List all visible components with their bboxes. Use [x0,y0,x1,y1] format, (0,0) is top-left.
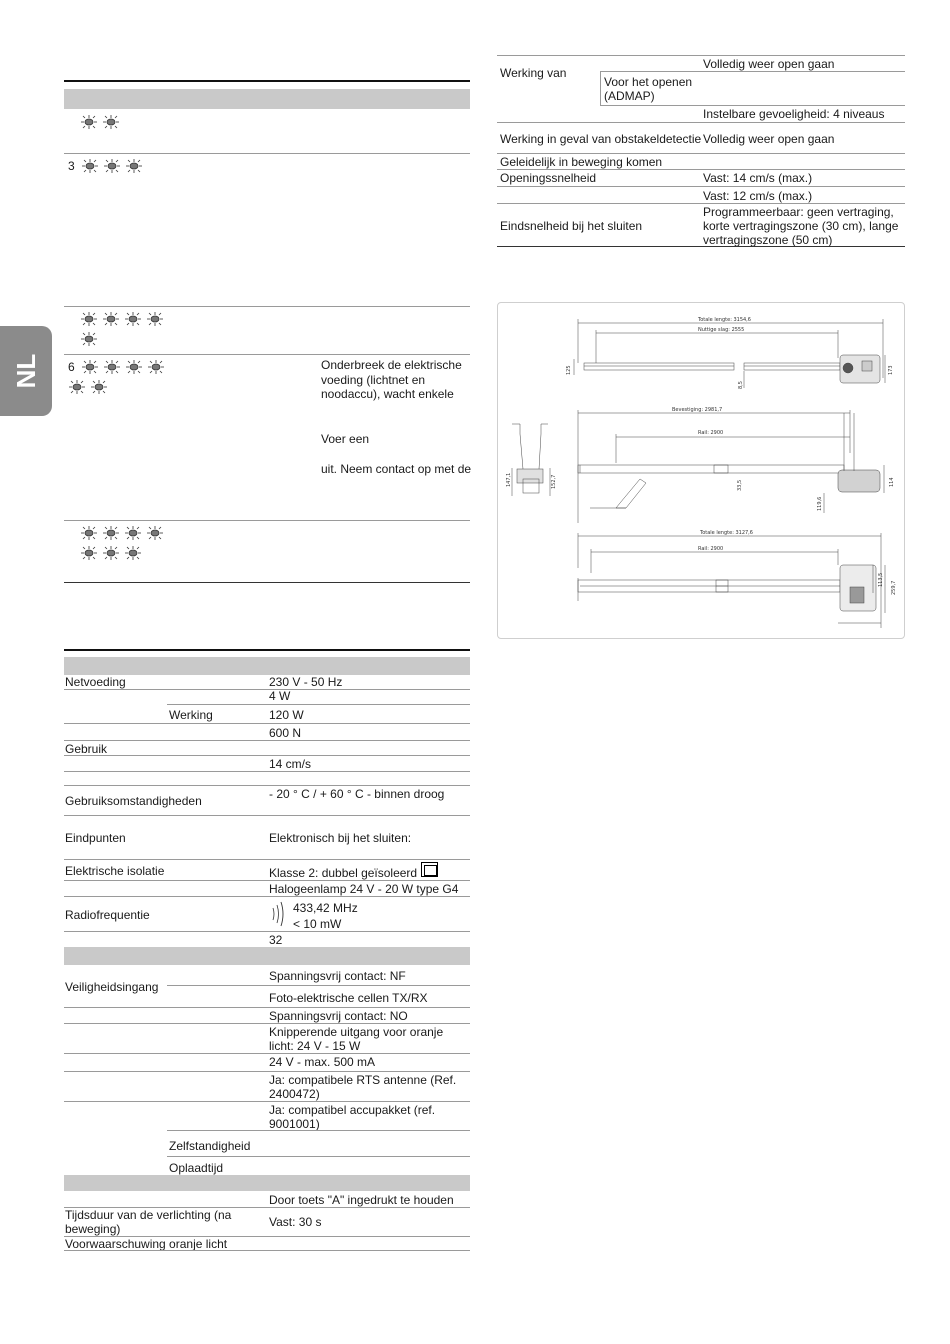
right-c1: Eindsnelheid bij het sluiten [500,219,643,233]
spec-divider [64,1101,470,1102]
spec-divider [64,815,470,816]
spec-divider [64,1250,470,1251]
blinking-led-icon [81,359,99,375]
right-divider [600,105,905,106]
right-c3: Volledig weer open gaan [703,57,835,71]
dim-rail-mid: Rail: 2900 [698,430,724,436]
right-divider [497,203,905,204]
spec-c2: Zelfstandigheid [169,1139,251,1153]
spec-c3: Ja: compatibele RTS antenne (Ref. 2400472) [269,1073,457,1101]
led-row-4-text-4: Voer een [321,432,370,446]
right-c2: Voor het openen (ADMAP) [604,75,693,103]
blinking-led-icon [90,379,108,395]
spec-c1: Veiligheidsingang [65,980,159,994]
led-row-3-blink [80,311,175,347]
spec-c1: Gebruiksomstandigheden [65,794,202,808]
blinking-led-icon [124,525,142,541]
right-c3: Vast: 14 cm/s (max.) [703,171,813,185]
dim-rail-bottom: Rail: 2900 [698,546,724,552]
right-c1: Openingssnelheid [500,171,597,185]
led-table-bottom-rule [64,582,470,583]
spec-c3: - 20 ° C / + 60 ° C - binnen droog [269,787,445,801]
blinking-led-icon [103,158,121,174]
dimension-drawing [498,303,906,640]
spec-c2: Oplaadtijd [169,1161,224,1175]
dim-top-stroke: Nuttige slag: 2555 [698,327,745,333]
spec-c1: Elektrische isolatie [65,864,165,878]
right-c3: Volledig weer open gaan [703,132,835,146]
dim-1527: 152,7 [551,474,557,489]
spec-divider [64,785,470,786]
right-c3: Programmeerbaar: geen vertraging, korte vertragingszone (30 cm), lange vertragingszone (50 cm) [703,205,899,247]
blinking-led-icon [103,359,121,375]
right-divider [497,122,905,123]
led-table-top-rule [64,80,470,82]
spec-c1: Eindpunten [65,831,126,845]
right-divider [497,169,905,170]
spec-c3: 600 N [269,726,302,740]
spec-c3: Door toets "A" ingedrukt te houden [269,1193,454,1207]
dimension-drawing-panel [497,302,905,639]
spec-c1: Tijdsduur van de verlichting (na beweging) [65,1208,232,1236]
right-divider [497,246,905,247]
blinking-led-icon [80,331,98,347]
spec-c3-power: < 10 mW [293,917,342,931]
spec-c1: Voorwaarschuwing oranje licht [65,1237,228,1251]
spec-c1: Gebruik [65,742,108,756]
right-divider [497,153,905,154]
right-c1: Werking in geval van obstakeldetectie [500,132,702,146]
spec-table-header-band [64,657,470,675]
spec-c3: Halogeenlamp 24 V - 20 W type G4 [269,882,459,896]
dim-2597: 259,7 [891,580,897,595]
spec-divider [64,1053,470,1054]
right-c3: Vast: 12 cm/s (max.) [703,189,813,203]
spec-divider [64,931,470,932]
spec-c2: Werking [169,708,213,722]
led-row-4-text-5: uit. Neem contact op met de [321,462,472,476]
spec-divider [64,1071,470,1072]
spec-divider [64,740,470,741]
spec-c3: Knipperende uitgang voor oranje licht: 24 V - 15 W [269,1025,444,1053]
spec-c1: Netvoeding [65,675,126,689]
led-row-divider [64,153,470,154]
spec-divider [64,859,470,860]
blinking-led-icon [68,379,86,395]
dim-bottom-total: Totale lengte: 3127,6 [700,530,753,536]
spec-c3: 32 [269,933,283,947]
right-divider [497,55,905,56]
blinking-led-icon [102,114,120,130]
radio-wave-icon [268,900,288,928]
spec-divider [64,880,470,881]
spec-c3: Foto-elektrische cellen TX/RX [269,991,428,1005]
led-row-4-text-1: Onderbreek de elektrische [321,358,462,372]
spec-c3: 120 W [269,708,304,722]
blinking-led-icon [80,545,98,561]
dim-173: 173 [888,365,894,375]
spec-divider [167,704,470,705]
led-row-5-blink [80,525,175,561]
spec-divider [64,1007,470,1008]
spec-c3: 230 V - 50 Hz [269,675,343,689]
led-row-divider [64,354,470,355]
dim-1135: 113,5 [878,572,884,587]
spec-section-band [64,1175,470,1191]
blinking-led-icon [146,525,164,541]
spec-divider [167,1156,470,1157]
dim-119: 119,6 [817,496,823,511]
dim-114: 114 [889,477,895,487]
spec-divider [64,689,470,690]
blinking-led-icon [80,525,98,541]
right-col-divider [600,71,601,105]
blinking-led-icon [102,525,120,541]
spec-divider [167,985,470,986]
blinking-led-icon [125,158,143,174]
led-row-4-blink [68,359,173,395]
blinking-led-icon [125,359,143,375]
spec-c3: 24 V - max. 500 mA [269,1055,376,1069]
spec-divider [64,755,470,756]
spec-table-top-rule [64,649,470,651]
led-table-header-band [64,89,470,109]
led-row-divider [64,306,470,307]
dim-top-total: Totale lengte: 3154,6 [698,317,751,323]
spec-c3-freq: 433,42 MHz [293,901,358,915]
spec-c3: Ja: compatibel accupakket (ref. 9001001) [269,1103,436,1131]
right-c1: Geleidelijk in beweging komen [500,155,663,169]
blinking-led-icon [147,359,165,375]
led-row-4-text-3: noodaccu), wacht enkele [321,387,454,401]
blinking-led-icon [81,158,99,174]
spec-c3: Klasse 2: dubbel geïsoleerd [269,866,418,880]
spec-section-band [64,947,470,965]
led-row-4-text-2: voeding (lichtnet en [321,373,426,387]
language-tab-label: NL [10,353,41,389]
spec-divider [64,723,470,724]
spec-divider [167,1130,470,1131]
right-divider [497,186,905,187]
blinking-led-icon [80,311,98,327]
blinking-led-icon [102,545,120,561]
spec-c3: Spanningsvrij contact: NO [269,1009,408,1023]
spec-c3: 4 W [269,689,291,703]
led-row-2-count: 3 [68,159,75,173]
dim-125: 125 [566,365,572,375]
right-c1: Werking van [500,66,567,80]
blinking-led-icon [102,311,120,327]
double-insulation-symbol-icon [421,862,438,877]
spec-divider [64,771,470,772]
blinking-led-icon [146,311,164,327]
spec-c1: Radiofrequentie [65,908,150,922]
right-c3: Instelbare gevoeligheid: 4 niveaus [703,107,885,121]
spec-c3: 14 cm/s [269,757,312,771]
dim-335: 33,5 [737,479,743,491]
language-tab [0,326,52,416]
led-row-4-count: 6 [68,360,75,374]
dim-85: 8,5 [738,381,744,389]
spec-divider [64,896,470,897]
right-divider [600,71,905,72]
spec-c3: Vast: 30 s [269,1215,322,1229]
blinking-led-icon [124,545,142,561]
spec-divider [64,1023,470,1024]
dim-fix: Bevestiging: 2981,7 [672,407,723,413]
spec-c3: Spanningsvrij contact: NF [269,969,406,983]
led-row-1-blink [80,114,120,130]
blinking-led-icon [80,114,98,130]
spec-c3: Elektronisch bij het sluiten: [269,831,412,845]
blinking-led-icon [124,311,142,327]
led-row-2-blink [68,158,143,174]
dim-1471: 147,1 [506,472,512,487]
led-row-divider [64,520,470,521]
